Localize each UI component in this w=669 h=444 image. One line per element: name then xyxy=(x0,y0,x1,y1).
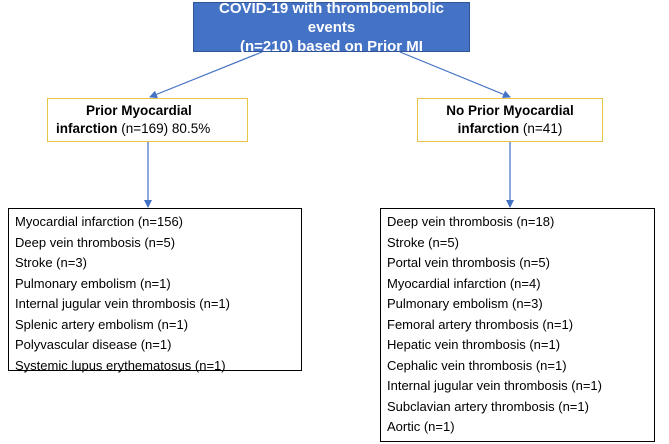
no-prior-mi-events-list xyxy=(380,208,655,442)
list-item: Cephalic vein thrombosis (n=1) xyxy=(387,357,567,373)
root-node-line1: COVID-19 with thromboembolic events xyxy=(218,0,444,36)
root-node-line2: (n=210) based on Prior MI xyxy=(240,37,423,55)
list-item: Myocardial infarction (n=4) xyxy=(387,275,541,291)
list-item: Deep vein thrombosis (n=5) xyxy=(15,234,176,250)
arrow-top-to-left xyxy=(150,52,262,97)
list-item: Stroke (n=3) xyxy=(15,255,87,270)
prior-mi-node xyxy=(47,98,248,142)
prior-mi-events-list xyxy=(8,208,302,371)
root-node xyxy=(193,0,470,55)
list-item: Systemic lupus erythematosus (n=1) xyxy=(15,357,226,373)
prior-mi-title-line2 xyxy=(56,120,239,138)
list-item: Polyvascular disease (n=1) xyxy=(15,337,172,352)
list-item: Internal jugular vein thrombosis (n=1) xyxy=(15,296,230,311)
no-prior-mi-title-line2 xyxy=(458,120,563,138)
no-prior-mi-count: (n=41) xyxy=(519,121,563,136)
no-prior-mi-title-bold: infarction xyxy=(457,121,520,136)
prior-mi-count: (n=169) 80.5% xyxy=(117,121,211,136)
no-prior-mi-title-line1: No Prior Myocardial xyxy=(446,103,574,118)
prior-mi-title-bold: infarction xyxy=(56,121,118,136)
list-item: Internal jugular vein thrombosis (n=1) xyxy=(387,378,602,393)
list-item: Pulmonary embolism (n=1) xyxy=(15,275,171,291)
list-item: Hepatic vein thrombosis (n=1) xyxy=(387,337,561,352)
list-item: Portal vein thrombosis (n=5) xyxy=(387,255,550,270)
list-item: Myocardial infarction (n=156) xyxy=(15,214,183,229)
list-item: Stroke (n=5) xyxy=(387,234,459,250)
prior-mi-title-line1: Prior Myocardial xyxy=(86,103,192,118)
list-item: Subclavian artery thrombosis (n=1) xyxy=(387,398,589,414)
list-item: Aortic (n=1) xyxy=(387,419,455,434)
list-item: Pulmonary embolism (n=3) xyxy=(387,296,543,311)
no-prior-mi-node xyxy=(417,98,603,142)
arrow-top-to-right xyxy=(400,52,510,97)
list-item: Femoral artery thrombosis (n=1) xyxy=(387,316,574,332)
list-item: Splenic artery embolism (n=1) xyxy=(15,316,189,332)
list-item: Deep vein thrombosis (n=18) xyxy=(387,214,555,229)
